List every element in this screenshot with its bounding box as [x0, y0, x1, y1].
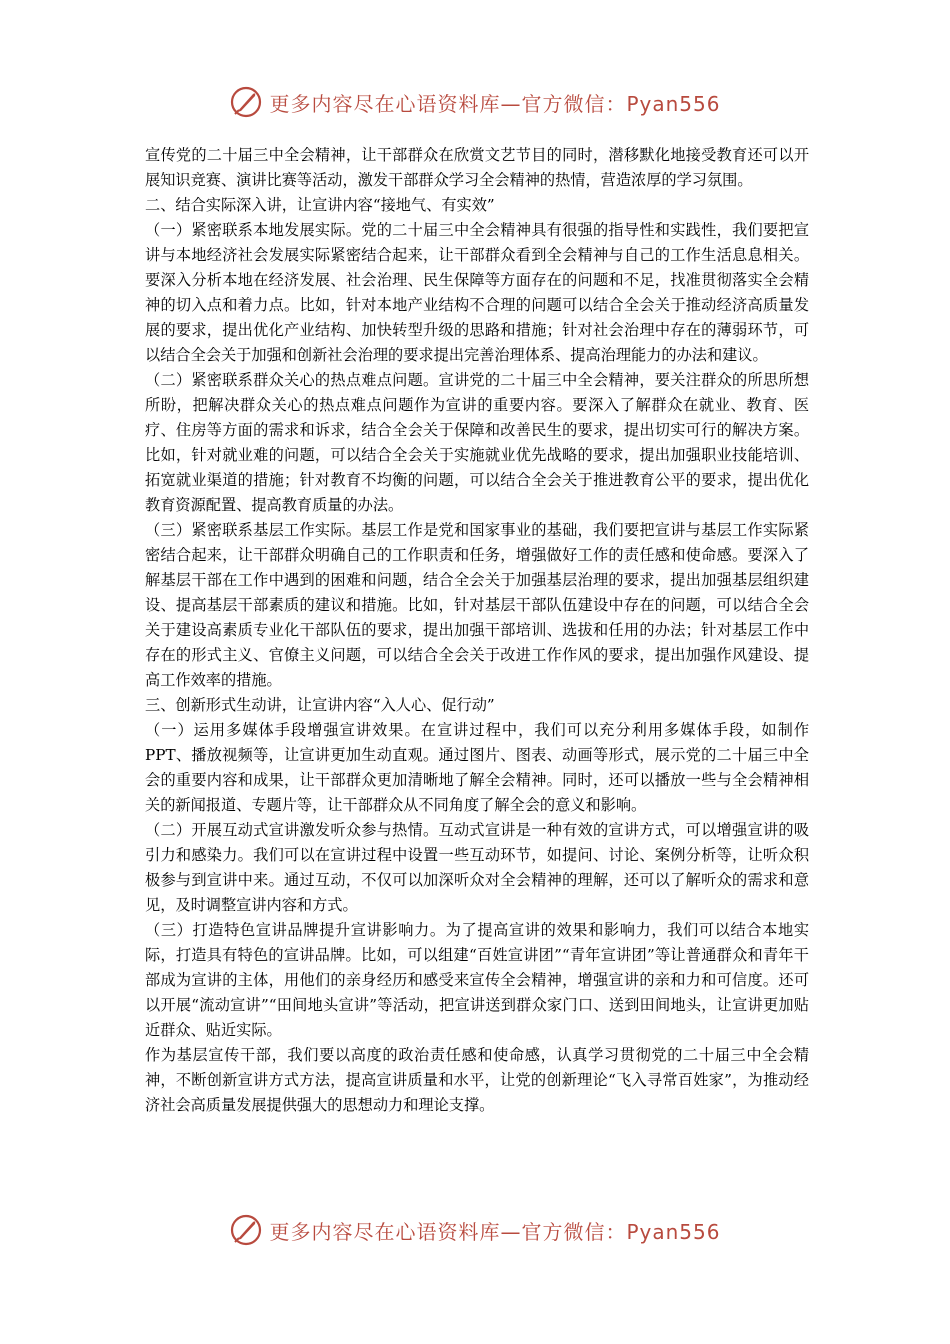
header-banner [0, 82, 950, 122]
paragraph: （二）紧密联系群众关心的热点难点问题。宣讲党的二十届三中全会精神，要关注群众的所思所想所盼，把解决群众关心的热点难点问题作为宣讲的重要内容。要深入了解群众在就业、教育、医疗、住房等方面的需求和诉求，结合全会关于保障和改善民生的要求，提出切实可行的解决方案。比如，针对就业难的问题，可以结合全会关于实施就业优先战略的要求，提出加强职业技能培训、拓宽就业渠道的措施；针对教育不均衡的问题，可以结合全会关于推进教育公平的要求，提出优化教育资源配置、提高教育质量的办法。 [145, 371, 809, 514]
paragraph: （二）开展互动式宣讲激发听众参与热情。互动式宣讲是一种有效的宣讲方式，可以增强宣讲的吸引力和感染力。我们可以在宣讲过程中设置一些互动环节，如提问、讨论、案例分析等，让听众积极参与到宣讲中来。通过互动，不仅可以加深听众对全会精神的理解，还可以了解听众的需求和意见，及时调整宣讲内容和方式。 [145, 821, 809, 914]
section-heading: 二、结合实际深入讲，让宣讲内容“接地气、有实效” [145, 196, 495, 214]
paragraph: （三）打造特色宣讲品牌提升宣讲影响力。为了提高宣讲的效果和影响力，我们可以结合本地实际，打造具有特色的宣讲品牌。比如，可以组建“百姓宣讲团”“青年宣讲团”等让普通群众和青年干部成为宣讲的主体，用他们的亲身经历和感受来宣传全会精神，增强宣讲的亲和力和可信度。还可以开展“流动宣讲”“田间地头宣讲”等活动，把宣讲送到群众家门口、送到田间地头，让宣讲更加贴近群众、贴近实际。 [145, 921, 809, 1039]
section-heading: 三、创新形式生动讲，让宣讲内容“入人心、促行动” [145, 696, 495, 714]
document-body [145, 143, 809, 1118]
paragraph: （三）紧密联系基层工作实际。基层工作是党和国家事业的基础，我们要把宣讲与基层工作实际紧密结合起来，让干部群众明确自己的工作职责和任务，增强做好工作的责任感和使命感。要深入了解基层干部在工作中遇到的困难和问题，结合全会关于加强基层治理的要求，提出加强基层组织建设、提高基层干部素质的建议和措施。比如，针对基层干部队伍建设中存在的问题，可以结合全会关于建设高素质专业化干部队伍的要求，提出加强干部培训、选拔和任用的办法；针对基层工作中存在的形式主义、官僚主义问题，可以结合全会关于改进工作作风的要求，提出加强作风建设、提高工作效率的措施。 [145, 521, 809, 689]
banner-text: 更多内容尽在心语资料库—官方微信：Pyan556 [269, 1219, 721, 1244]
paragraph: （一）运用多媒体手段增强宣讲效果。在宣讲过程中，我们可以充分利用多媒体手段，如制作PPT、播放视频等，让宣讲更加生动直观。通过图片、图表、动画等形式，展示党的二十届三中全会的重要内容和成果，让干部群众更加清晰地了解全会精神。同时，还可以播放一些与全会精神相关的新闻报道、专题片等，让干部群众从不同角度了解全会的意义和影响。 [145, 721, 809, 814]
quill-logo-icon [229, 1213, 263, 1247]
footer-banner [0, 1210, 950, 1250]
quill-logo-icon [229, 85, 263, 119]
paragraph: 宣传党的二十届三中全会精神，让干部群众在欣赏文艺节目的同时，潜移默化地接受教育还可以开展知识竞赛、演讲比赛等活动，激发干部群众学习全会精神的热情，营造浓厚的学习氛围。 [145, 146, 809, 189]
banner-text: 更多内容尽在心语资料库—官方微信：Pyan556 [269, 91, 721, 116]
paragraph: （一）紧密联系本地发展实际。党的二十届三中全会精神具有很强的指导性和实践性，我们要把宣讲与本地经济社会发展实际紧密结合起来，让干部群众看到全会精神与自己的工作生活息息相关。要深入分析本地在经济发展、社会治理、民生保障等方面存在的问题和不足，找准贯彻落实全会精神的切入点和着力点。比如，针对本地产业结构不合理的问题可以结合全会关于推动经济高质量发展的要求，提出优化产业结构、加快转型升级的思路和措施；针对社会治理中存在的薄弱环节，可以结合全会关于加强和创新社会治理的要求提出完善治理体系、提高治理能力的办法和建议。 [145, 221, 809, 364]
paragraph: 作为基层宣传干部，我们要以高度的政治责任感和使命感，认真学习贯彻党的二十届三中全会精神，不断创新宣讲方式方法，提高宣讲质量和水平，让党的创新理论“飞入寻常百姓家”，为推动经济社会高质量发展提供强大的思想动力和理论支撑。 [145, 1046, 809, 1114]
